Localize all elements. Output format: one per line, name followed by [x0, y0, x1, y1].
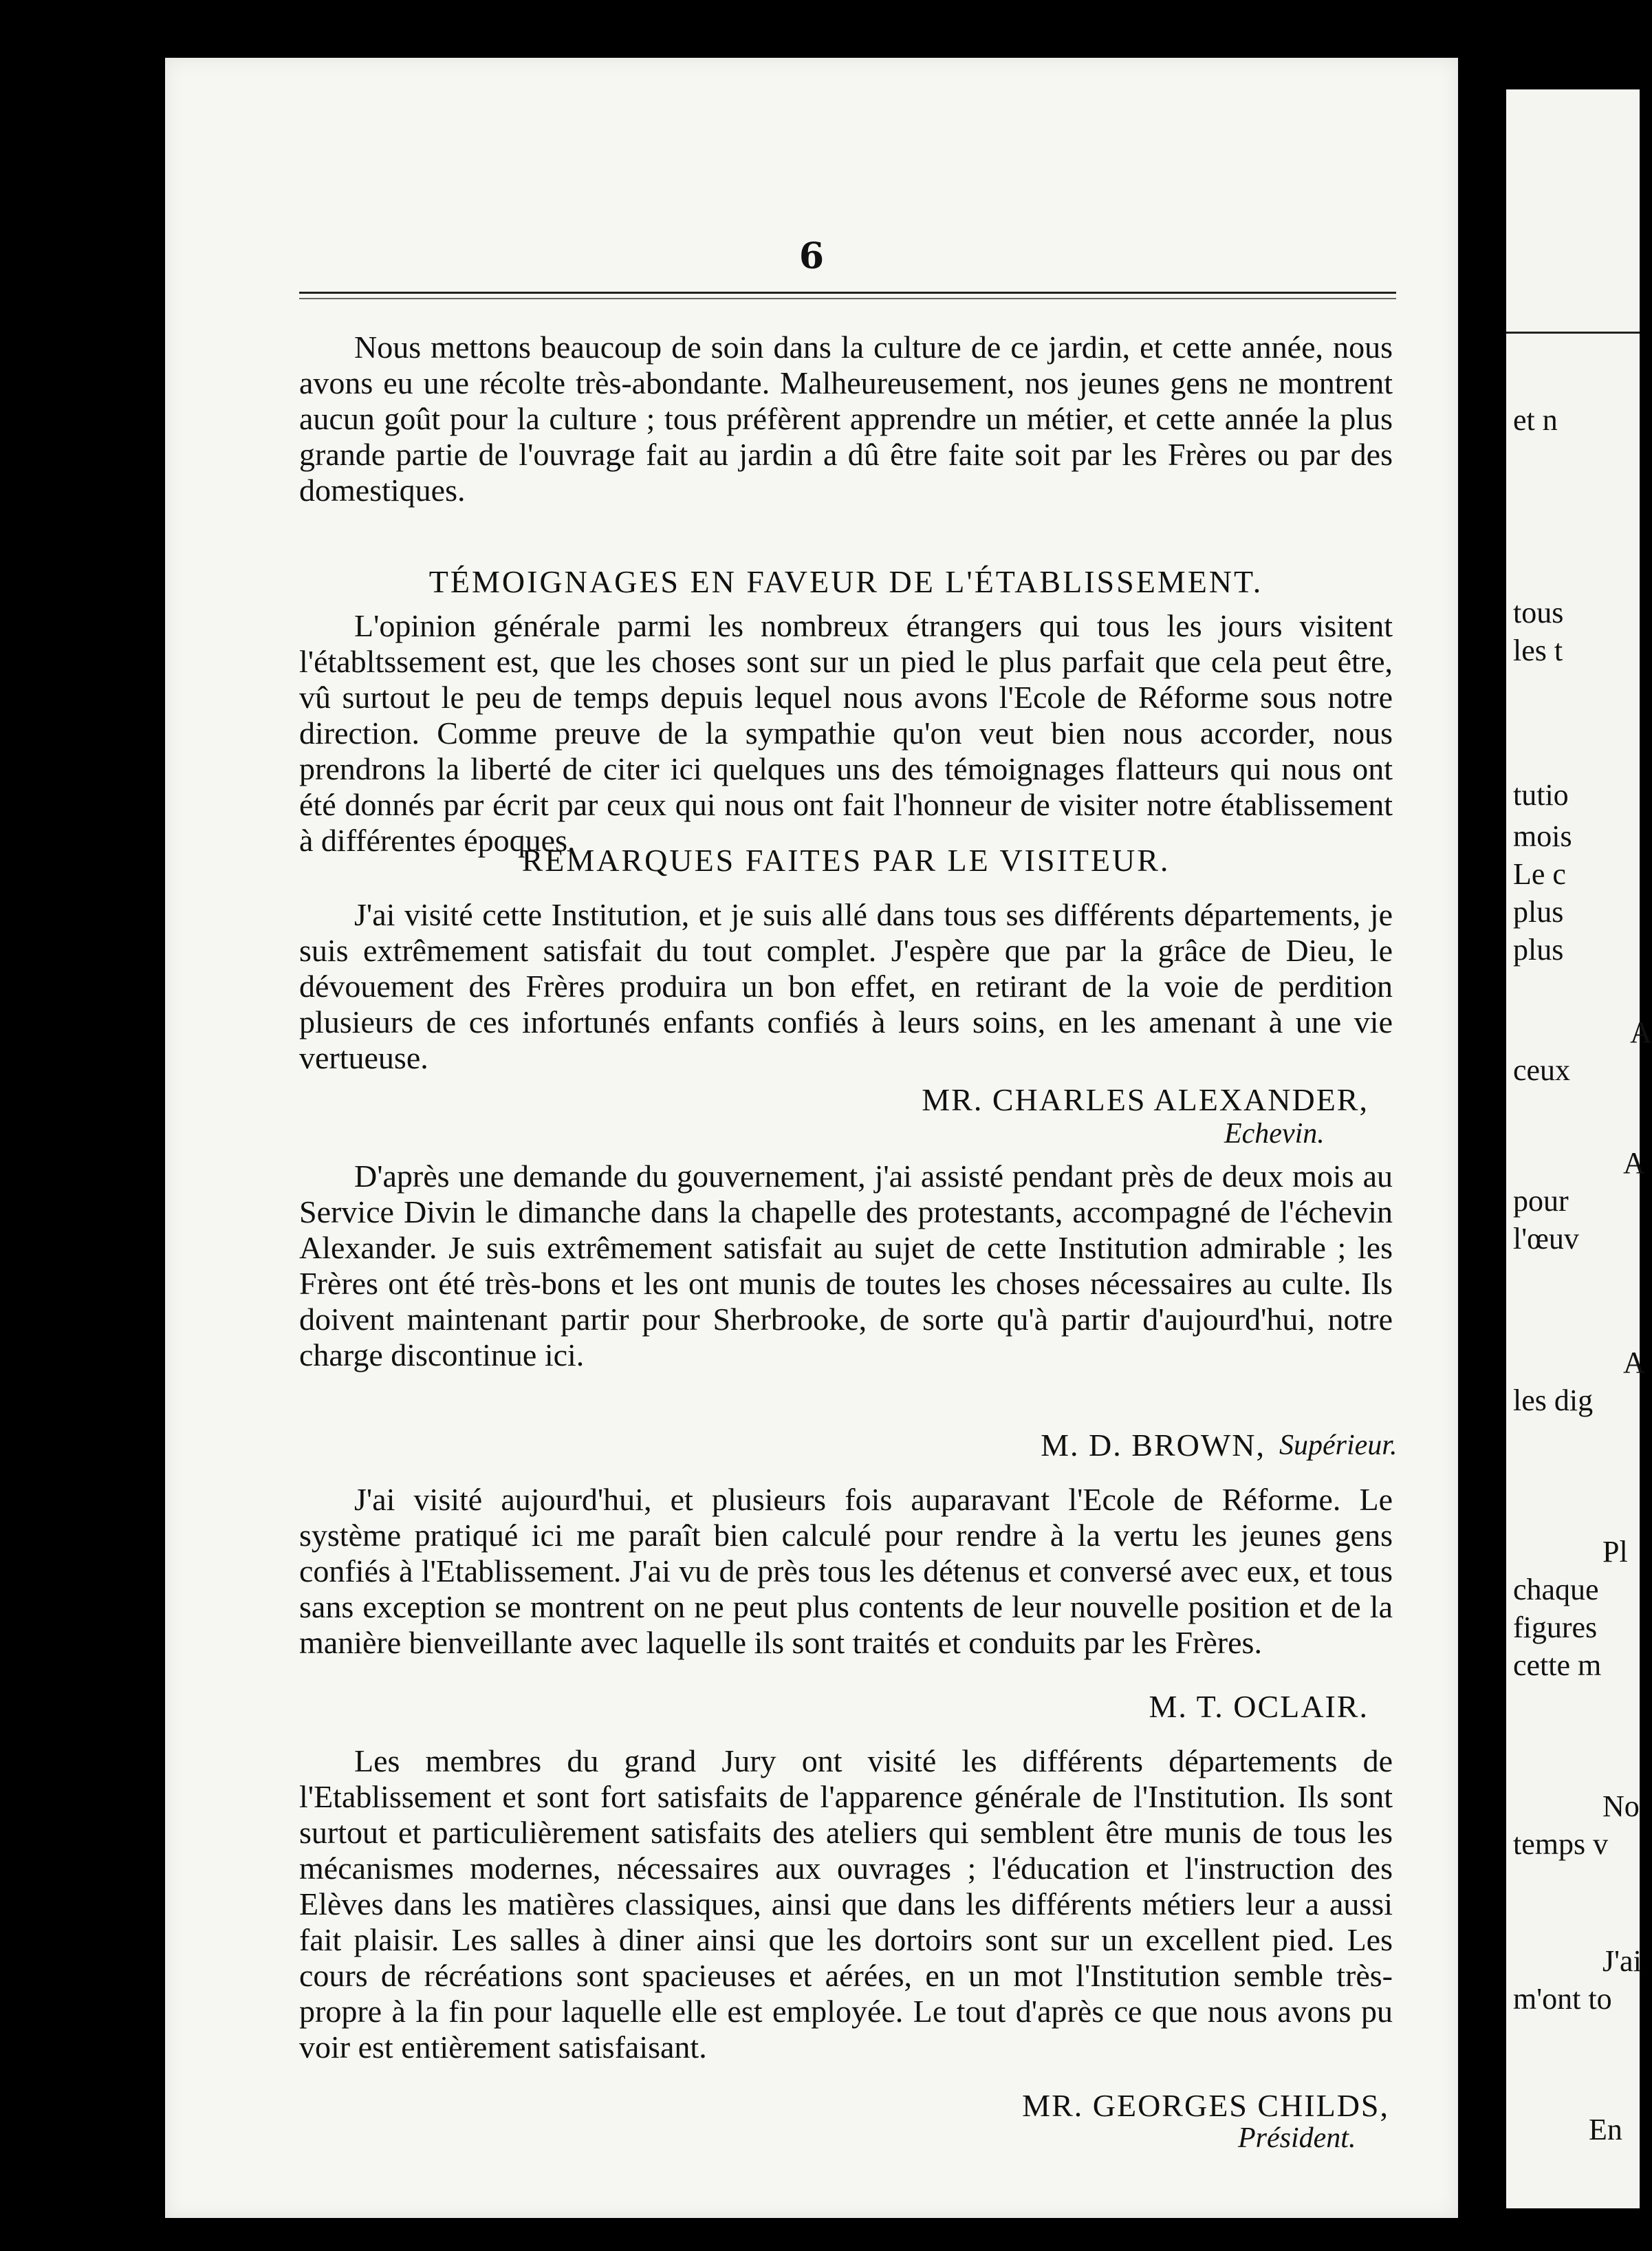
right-fragment: Pl: [1602, 1535, 1628, 1569]
signature-alexander-title: Echevin.: [1224, 1118, 1325, 1150]
right-fragment: cette m: [1513, 1648, 1602, 1682]
paragraph-brown: D'après une demande du gouvernement, j'ai assisté pendant près de deux mois au Service Divin le dimanche dans la chapelle des protestants, accompagné de l'échevin Alexander. Je suis extrêmement satisfait au sujet de cette Institution admirable ; les Frères ont été très-bons et les ont munis de toutes les choses nécessaires au culte. Ils doivent maintenant partir pour Sherbrooke, de sorte qu'à partir d'aujourd'hui, notre charge discontinue ici.: [299, 1159, 1393, 1372]
paragraph-jury: Les membres du grand Jury ont visité les différents départements de l'Etablissement et sont fort satisfaits de l'apparence générale de l'Institution. Ils sont surtout et particulièrement satisfaits des ateliers qui semblent être munis de tous les mécanismes modernes, nécessaires aux ouvrages ; l'éducation et l'instruction des Elèves dans les matières classiques, ainsi que dans les différents métiers leur a aussi fait plaisir. Les salles à diner ainsi que les dortoirs sont sur un excellent pied. Les cours de récréations sont spacieuses et aérées, en un mot l'Institution semble très-propre à la fin pour laquelle elle est employée. Le tout d'après ce que nous avons pu voir est entièrement satisfaisant.: [299, 1743, 1393, 2065]
right-fragment: m'ont to: [1513, 1982, 1612, 2016]
right-fragment: No: [1602, 1789, 1640, 1823]
signature-childs: MR. GEORGES CHILDS,: [1022, 2088, 1389, 2123]
right-fragment: pour: [1513, 1184, 1569, 1218]
right-fragment: En: [1589, 2113, 1622, 2146]
right-fragment: figures: [1513, 1611, 1598, 1644]
right-fragment: plus: [1513, 895, 1564, 929]
right-fragment: J'ai: [1602, 1944, 1642, 1978]
paragraph-oclair: J'ai visité aujourd'hui, et plusieurs fois auparavant l'Ecole de Réforme. Le système pratiqué ici me paraît bien calculé pour rendre à la vertu les jeunes gens confiés à l'Etablissement. J'ai vu de près tous les détenus et conversé avec eux, et tous sans exception se montrent on ne peut plus contents de leur nouvelle position et de la manière bienveillante avec laquelle ils sont traités et conduits par les Frères.: [299, 1482, 1393, 1660]
right-fragment: A: [1623, 1346, 1645, 1379]
right-fragment: les t: [1513, 634, 1563, 667]
signature-alexander: MR. CHARLES ALEXANDER,: [922, 1082, 1369, 1117]
right-fragment: A: [1630, 1015, 1652, 1049]
paragraph-garden: Nous mettons beaucoup de soin dans la culture de ce jardin, et cette année, nous avons eu une récolte très-abondante. Malheureusement, nos jeunes gens ne montrent aucun goût pour la culture ; tous préfèrent apprendre un métier, et cette année la plus grande partie de l'ouvrage fait au jardin a dû être faite soit par les Frères ou par des domestiques.: [299, 330, 1393, 508]
header-rule: [299, 292, 1396, 299]
page-number: 6: [798, 235, 825, 277]
heading-temoignages: TÉMOIGNAGES EN FAVEUR DE L'ÉTABLISSEMENT.: [428, 564, 1263, 599]
right-fragment: ceux: [1513, 1053, 1571, 1087]
right-fragment: tutio: [1513, 778, 1569, 812]
heading-remarques: REMARQUES FAITES PAR LE VISITEUR.: [521, 843, 1171, 878]
right-fragment: et n: [1513, 403, 1558, 437]
right-fragment: Le c: [1513, 857, 1566, 891]
right-fragment: tous: [1513, 596, 1564, 629]
signature-brown-title: Supérieur.: [1279, 1430, 1398, 1461]
paragraph-opinion: L'opinion générale parmi les nombreux étrangers qui tous les jours visitent l'établtssement est, que les choses sont sur un pied le plus parfait que cela peut être, vû surtout le peu de temps depuis lequel nous avons l'Ecole de Réforme sous notre direction. Comme preuve de la sympathie qu'on veut bien nous accorder, nous prendrons la liberté de citer ici quelques uns des témoignages flatteurs qui nous ont été donnés par écrit par ceux qui nous ont fait l'honneur de visiter notre établissement à différentes époques.: [299, 608, 1393, 858]
signature-brown: M. D. BROWN,: [1041, 1428, 1265, 1463]
left-page: [165, 58, 1458, 2218]
paragraph-alexander: J'ai visité cette Institution, et je suis allé dans tous ses différents départements, je suis extrêmement satisfait du tout complet. J'espère que par la grâce de Dieu, le dévouement des Frères produira un bon effet, en retirant de la voie de perdition plusieurs de ces infortunés enfants confiés à leurs soins, en les amenant à une vie vertueuse.: [299, 897, 1393, 1075]
right-fragment: A: [1623, 1146, 1645, 1180]
right-fragment: temps v: [1513, 1827, 1609, 1861]
signature-oclair: M. T. OCLAIR.: [1149, 1689, 1369, 1724]
right-fragment: l'œuv: [1513, 1222, 1579, 1256]
right-fragment: chaque: [1513, 1573, 1599, 1606]
signature-childs-title: Président.: [1238, 2122, 1356, 2154]
right-fragment: les dig: [1513, 1383, 1594, 1417]
right-fragment: plus: [1513, 933, 1564, 967]
right-page-rule: [1506, 332, 1640, 334]
right-page-edge: [1506, 89, 1652, 2208]
right-fragment: mois: [1513, 819, 1572, 853]
